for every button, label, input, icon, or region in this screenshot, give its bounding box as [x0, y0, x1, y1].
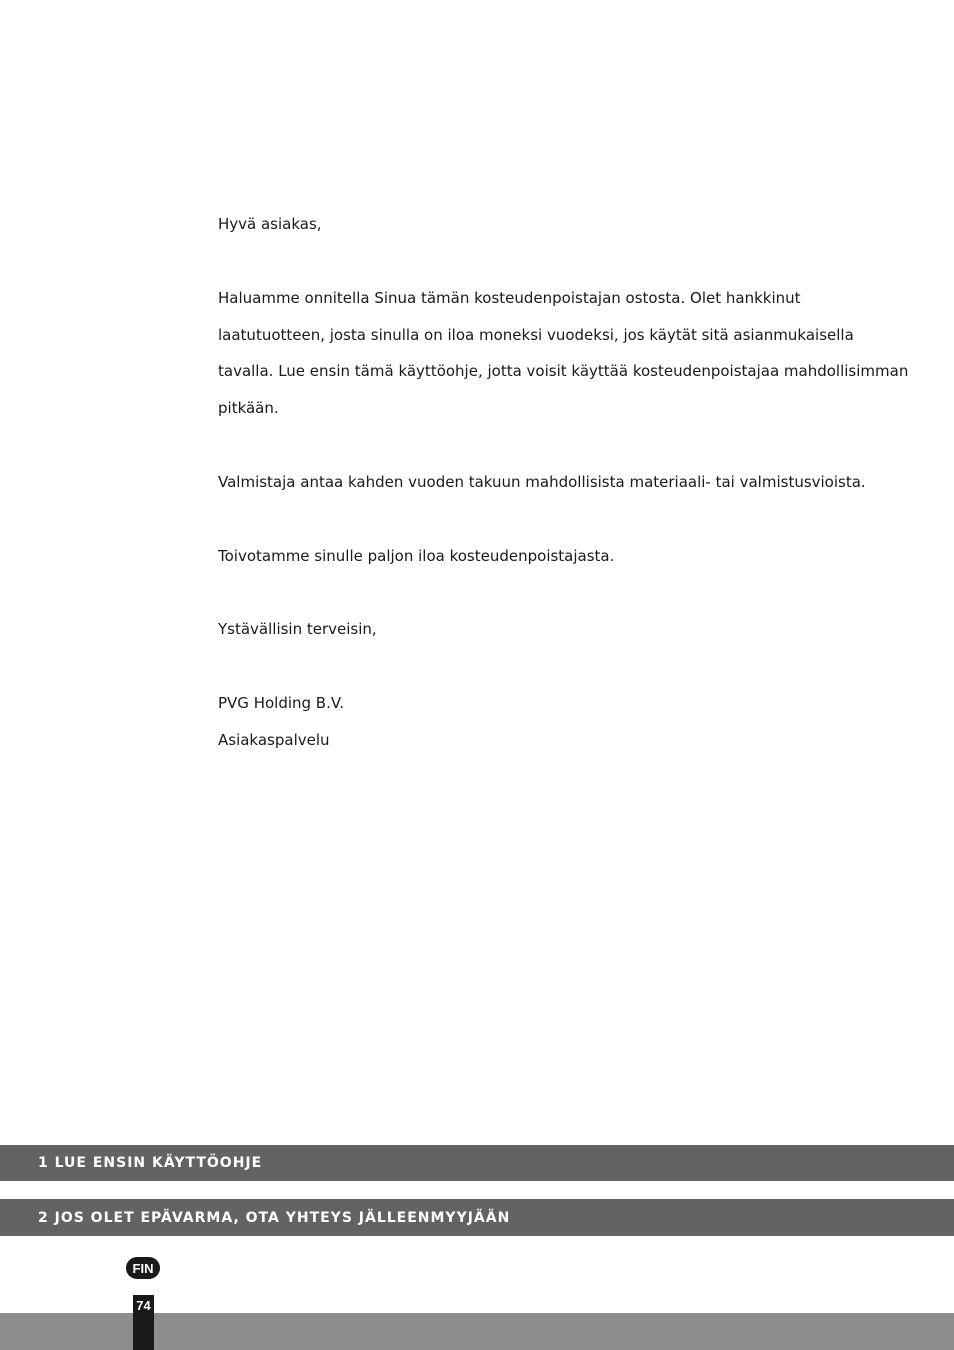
paragraph2: Valmistaja antaa kahden vuoden takuun mahdollisista materiaali- tai valmistusvioista. — [218, 473, 866, 491]
notice-bar-2 — [0, 1199, 954, 1236]
paragraph1-line3: tavalla. Lue ensin tämä käyttöohje, jotta voisit käyttää kosteudenpoistajaa mahdollisimman — [218, 362, 909, 380]
paragraph3: Toivotamme sinulle paljon iloa kosteudenpoistajasta. — [218, 547, 615, 565]
company-name: PVG Holding B.V. — [218, 694, 344, 712]
letter-closing: Ystävällisin terveisin, — [218, 620, 377, 638]
paragraph1-line1: Haluamme onnitella Sinua tämän kosteudenpoistajan ostosta. Olet hankkinut — [218, 289, 801, 307]
notice-bar-1 — [0, 1145, 954, 1181]
paragraph1-line2: laatutuotteen, josta sinulla on iloa moneksi vuodeksi, jos käytät sitä asianmukaisella — [218, 326, 854, 344]
paragraph1-line4: pitkään. — [218, 399, 279, 417]
language-badge: FIN — [126, 1257, 160, 1279]
notice-text-2: 2 JOS OLET EPÄVARMA, OTA YHTEYS JÄLLEENMYYJÄÄN — [38, 1209, 511, 1226]
notice-text-1: 1 LUE ENSIN KÄYTTÖOHJE — [38, 1155, 263, 1171]
department-name: Asiakaspalvelu — [218, 731, 330, 749]
letter-greeting: Hyvä asiakas, — [218, 215, 322, 233]
page-number: 74 — [136, 1298, 151, 1313]
